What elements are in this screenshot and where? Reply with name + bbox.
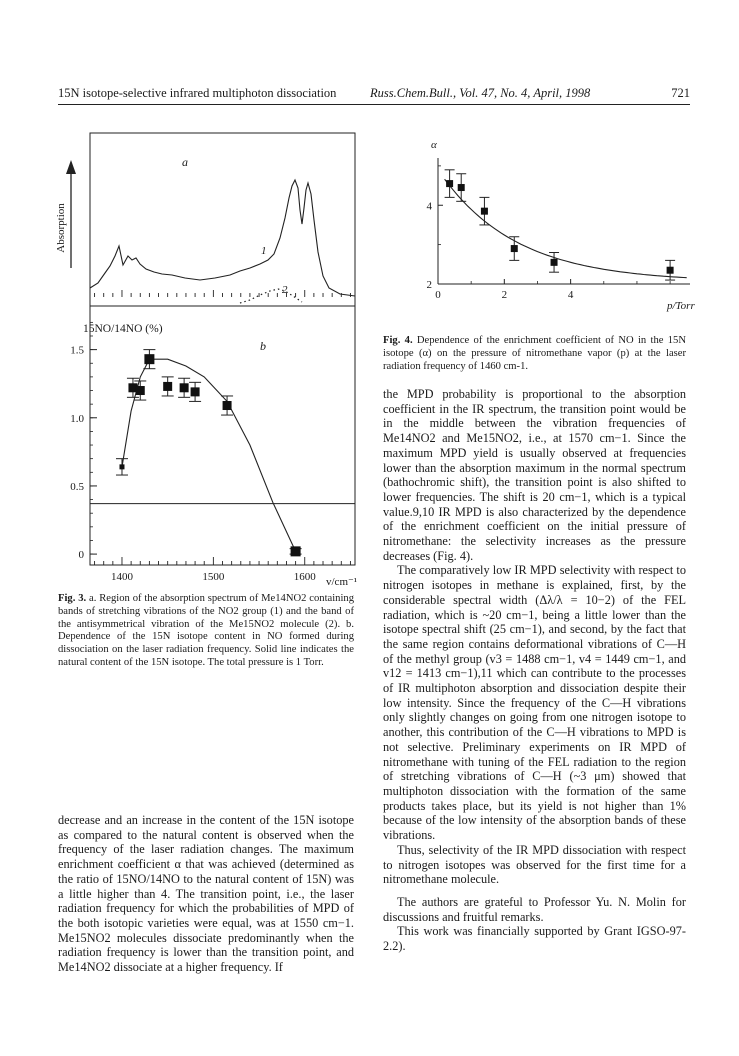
panel-b-label: b [260, 339, 266, 353]
panel-b-ylabel: 15NO/14NO (%) [83, 323, 163, 335]
data-point [458, 184, 465, 191]
y-tick-label: 2 [426, 279, 432, 291]
data-point [136, 386, 145, 395]
data-point [144, 354, 154, 364]
figure-4-caption-label: Fig. 4. [383, 335, 413, 346]
figure-3-caption [58, 593, 354, 670]
acknowledgement: The authors are grateful to Professor Yu. N. Molin for discussions and fruitful remarks. [383, 894, 686, 924]
x-tick-label: 1400 [110, 571, 133, 583]
x-tick-label: 2 [501, 289, 508, 301]
data-point [119, 464, 124, 469]
data-point [481, 208, 488, 215]
x-tick-label: 4 [567, 289, 574, 301]
figure-4-xlabel: p/Torr [667, 300, 695, 312]
left-column-text [58, 813, 354, 975]
data-point [180, 383, 189, 392]
figure-4-caption-text: Dependence of the enrichment coefficient of NO in the 15N isotope (α) on the pressure of nitromethane vapor (p) at the laser radiation frequency of 1460 cm-1. [383, 335, 686, 372]
y-tick-label: 4 [426, 200, 432, 213]
absorption-arrow-head [66, 160, 76, 174]
fit-curve [122, 359, 296, 551]
spectrum-curve-1 [90, 180, 355, 296]
spectrum-curve-2 [240, 289, 302, 303]
right-column-text [383, 387, 686, 954]
right-paragraph-2: The comparatively low IR MPD selectivity with respect to nitrogen isotopes in methane is explained, first, by the considerable spectral width (Δλ/λ = 10−2) of the FEL radiation, which is ~20 cm−1, being a little lower than the isotope spectral shift (25 cm−1), and second, by the fact that the same region contains deformational vibrations of C—H of the methyl group (v3 = 1488 cm−1, v4 = 1449 cm−1, and v12 = 1413 cm−1),11 which can contribute to the processes of IR multiphoton absorption and dissociation despite their low intensity. Since the frequency of the C—H vibrations only slightly changes on going from one nitrogen isotope to another, this contribution of the C—H vibrations to MPD is not selective. Preliminary experiments on IR MPD of nitromethane with tuning of the FEL radiation to the region of stretching vibrations of C—H (~3 μm) showed that multiphoton dissociation with the formation of the same products takes place, but its yield is not higher than 1% because of the low intensity of the absorption bands of these vibrations. [383, 563, 686, 843]
y-tick-label: 1.0 [70, 412, 84, 425]
journal-reference: Russ.Chem.Bull., Vol. 47, No. 4, April, 1998 [370, 86, 591, 100]
left-paragraph-1: decrease and an increase in the content of the 15N isotope as compared to the natural content is observed when the frequency of the laser radiation changes. The maximum enrichment coefficient α that was achieved (determined as the ratio of 15NO/14NO to the natural content of 15N) was a little higher than 4. The transition point, i.e., the laser radiation frequency for which the probabilities of MPD of the both isotopic varieties were equal, was at 1550 cm−1. Me15NO2 molecules dissociate predominantly when the radiation frequency is lower than the transition point, and Me14NO2 dissociate at a higher frequency. If [58, 813, 354, 975]
data-point [191, 387, 200, 396]
y-tick-label: 0 [78, 549, 84, 562]
funding-note: This work was financially supported by Grant IGSO-97-2.2). [383, 924, 686, 954]
figure-4-ylabel: α [431, 139, 437, 151]
y-tick-label: 0.5 [70, 480, 84, 493]
absorption-axis-label: Absorption [55, 203, 67, 253]
curve-label-1: 1 [261, 245, 267, 257]
data-point [667, 267, 674, 274]
data-point [511, 245, 518, 252]
x-tick-label: 1600 [293, 571, 316, 583]
x-tick-label: 0 [435, 289, 441, 301]
fit-curve [445, 179, 687, 278]
panel-a-label: a [182, 155, 188, 169]
data-point [223, 401, 232, 410]
panel-b-data [90, 350, 355, 557]
right-paragraph-1: the MPD probability is proportional to the absorption coefficient in the IR spectrum, the transition point would be in the middle between the vibration frequencies of Me14NO2 and Me15NO2, i.e., at 1570 cm−1. Since the maximum MPD yield is usually observed at frequencies lower than the absorption maximum in the normal spectrum (bathochromic shift), the transition point is also shifted to lower frequencies. The shift is 20 cm−1, which is a typical value.9,10 IR MPD is also characterized by the dependence of the enrichment coefficient on the initial pressure of nitromethane: the selectivity increases as the pressure decreases (Fig. 4). [383, 387, 686, 563]
x-axis-unit: v/cm⁻¹ [326, 576, 358, 588]
figure-3-plot [50, 128, 370, 598]
figure-4-plot [405, 138, 705, 318]
running-title: 15N isotope-selective infrared multiphoton dissociation [58, 86, 337, 100]
x-tick-label: 1500 [202, 571, 225, 583]
page-number: 721 [671, 86, 690, 100]
y-tick-label: 1.5 [70, 344, 84, 357]
figure-3-frame [90, 133, 355, 565]
figure-3-caption-text: a. Region of the absorption spectrum of Me14NO2 containing bands of stretching vibrations of the NO2 group (1) and the band of the antisymmetrical vibration of the Me15NO2 molecule (2). b. Dependence of the 15N isotope content in NO formed during dissociation on the laser radiation frequency. Solid line indicates the natural content of the 15N isotope. The total pressure is 1 Torr. [58, 593, 354, 668]
running-header [58, 86, 690, 105]
data-point [446, 180, 453, 187]
data-point [551, 259, 558, 266]
data-point [291, 546, 301, 556]
data-point [163, 382, 172, 391]
curve-label-2: 2 [282, 284, 288, 296]
figure-4-caption [383, 335, 686, 373]
right-paragraph-3: Thus, selectivity of the IR MPD dissociation with respect to nitrogen isotopes was observed for the first time for a nitromethane molecule. [383, 842, 686, 887]
figure-3 [50, 128, 370, 598]
figure-3-caption-label: Fig. 3. [58, 593, 87, 604]
figure-4 [405, 138, 705, 318]
figure-4-data [445, 170, 687, 280]
